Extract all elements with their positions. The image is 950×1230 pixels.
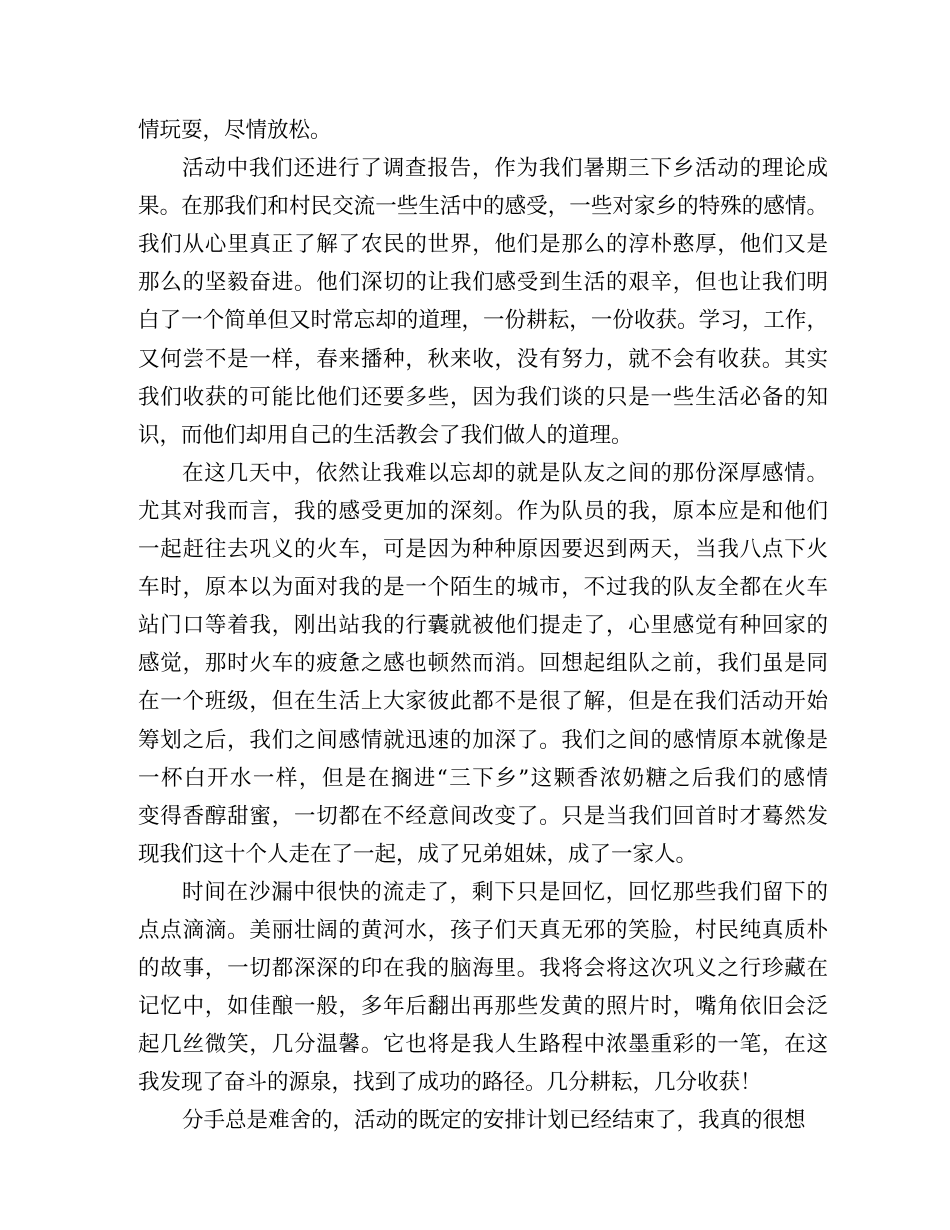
text-line: 站门口等着我，刚出站我的行囊就被他们提走了，心里感觉有种回家的 (138, 613, 828, 639)
text-line: 变得香醇甜蜜，一切都在不经意间改变了。只是当我们回首时才蓦然发 (138, 803, 828, 829)
body-text (138, 112, 828, 1141)
paragraph (138, 150, 828, 455)
paragraph (138, 1102, 828, 1140)
text-line: 点点滴滴。美丽壮阔的黄河水，孩子们天真无邪的笑脸，村民纯真质朴 (138, 917, 828, 943)
paragraph (138, 112, 828, 150)
text-line: 我发现了奋斗的源泉，找到了成功的路径。几分耕耘，几分收获！ (138, 1070, 762, 1096)
text-line: 起几丝微笑，几分温馨。它也将是我人生路程中浓墨重彩的一笔，在这 (138, 1032, 828, 1058)
text-line: 尤其对我而言，我的感受更加的深刻。作为队员的我，原本应是和他们 (138, 498, 828, 524)
text-line: 记忆中，如佳酿一般，多年后翻出再那些发黄的照片时，嘴角依旧会泛 (138, 994, 828, 1020)
text-line: 在一个班级，但在生活上大家彼此都不是很了解，但是在我们活动开始 (138, 689, 828, 715)
text-line: 我们从心里真正了解了农民的世界，他们是那么的淳朴憨厚，他们又是 (138, 232, 828, 258)
text-line: 白了一个简单但又时常忘却的道理，一份耕耘，一份收获。学习，工作， (138, 308, 828, 334)
text-line: 果。在那我们和村民交流一些生活中的感受，一些对家乡的特殊的感情。 (138, 194, 828, 220)
text-line: 一杯白开水一样，但是在搁进“三下乡”这颗香浓奶糖之后我们的感情 (138, 765, 828, 791)
paragraph (138, 455, 828, 874)
text-line: 情玩耍，尽情放松。 (138, 118, 332, 143)
text-line: 车时，原本以为面对我的是一个陌生的城市，不过我的队友全都在火车 (138, 575, 828, 601)
text-line: 现我们这十个人走在了一起，成了兄弟姐妹，成了一家人。 (138, 841, 698, 867)
text-line: 时间在沙漏中很快的流走了，剩下只是回忆，回忆那些我们留下的 (182, 879, 828, 905)
text-line: 那么的坚毅奋进。他们深切的让我们感受到生活的艰辛，但也让我们明 (138, 270, 828, 296)
text-line: 筹划之后，我们之间感情就迅速的加深了。我们之间的感情原本就像是 (138, 727, 828, 753)
text-line: 分手总是难舍的，活动的既定的安排计划已经结束了，我真的很想 (182, 1108, 806, 1134)
text-line: 一起赶往去巩义的火车，可是因为种种原因要迟到两天，当我八点下火 (138, 537, 828, 563)
text-line: 我们收获的可能比他们还要多些，因为我们谈的只是一些生活必备的知 (138, 384, 828, 410)
text-line: 又何尝不是一样，春来播种，秋来收，没有努力，就不会有收获。其实 (138, 346, 828, 372)
text-line: 识，而他们却用自己的生活教会了我们做人的道理。 (138, 422, 633, 448)
text-line: 的故事，一切都深深的印在我的脑海里。我将会将这次巩义之行珍藏在 (138, 956, 828, 982)
paragraph (138, 874, 828, 1103)
text-line: 感觉，那时火车的疲惫之感也顿然而消。回想起组队之前，我们虽是同 (138, 651, 828, 677)
text-line: 活动中我们还进行了调查报告，作为我们暑期三下乡活动的理论成 (182, 156, 828, 182)
text-line: 在这几天中，依然让我难以忘却的就是队友之间的那份深厚感情。 (182, 460, 828, 486)
